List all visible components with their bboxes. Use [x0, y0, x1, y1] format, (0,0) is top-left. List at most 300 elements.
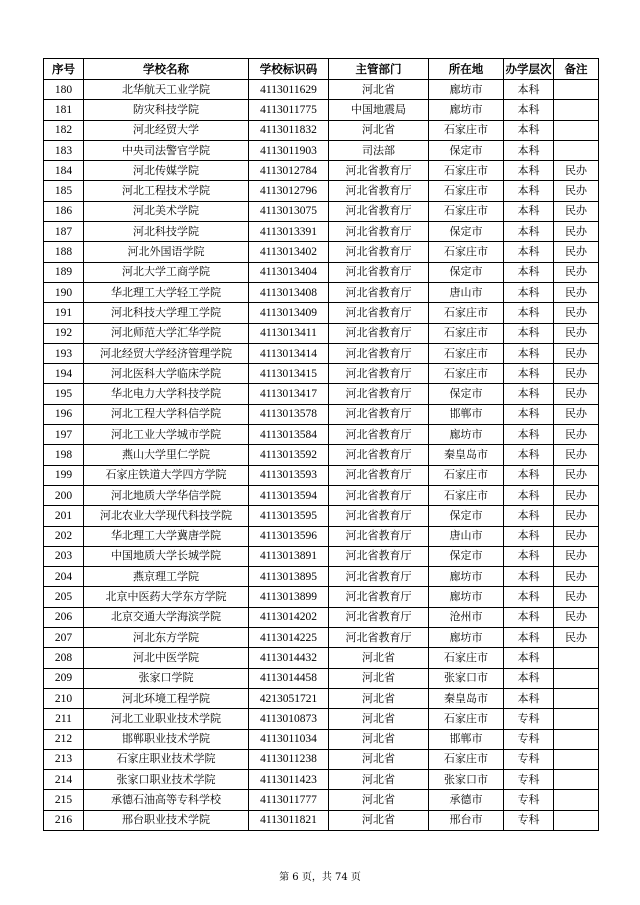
cell-index: 204	[44, 567, 84, 587]
cell-school-code: 4113013595	[249, 506, 329, 526]
cell-authority: 河北省教育厅	[329, 222, 429, 242]
cell-school-code: 4113013593	[249, 465, 329, 485]
cell-authority: 河北省	[329, 668, 429, 688]
cell-index: 198	[44, 445, 84, 465]
cell-remark: 民办	[554, 445, 599, 465]
cell-authority: 河北省	[329, 648, 429, 668]
cell-authority: 河北省	[329, 749, 429, 769]
cell-level: 本科	[504, 181, 554, 201]
header-remark: 备注	[554, 59, 599, 80]
cell-index: 195	[44, 384, 84, 404]
table-row	[44, 262, 599, 282]
header-school-code: 学校标识码	[249, 59, 329, 80]
cell-level: 专科	[504, 790, 554, 810]
cell-school-code: 4113011034	[249, 729, 329, 749]
table-row	[44, 303, 599, 323]
cell-school-name: 河北传媒学院	[84, 161, 249, 181]
cell-location: 石家庄市	[429, 485, 504, 505]
cell-authority: 河北省教育厅	[329, 343, 429, 363]
cell-index: 180	[44, 80, 84, 100]
cell-authority: 河北省教育厅	[329, 546, 429, 566]
table-row	[44, 425, 599, 445]
cell-school-code: 4113013417	[249, 384, 329, 404]
cell-level: 本科	[504, 303, 554, 323]
cell-remark: 民办	[554, 384, 599, 404]
cell-level: 专科	[504, 729, 554, 749]
cell-index: 181	[44, 100, 84, 120]
cell-location: 保定市	[429, 384, 504, 404]
cell-level: 专科	[504, 810, 554, 830]
cell-location: 保定市	[429, 222, 504, 242]
cell-remark	[554, 140, 599, 160]
table-row	[44, 404, 599, 424]
cell-authority: 河北省教育厅	[329, 282, 429, 302]
cell-authority: 河北省教育厅	[329, 161, 429, 181]
cell-location: 廊坊市	[429, 100, 504, 120]
cell-school-code: 4113013404	[249, 262, 329, 282]
cell-remark	[554, 729, 599, 749]
cell-school-name: 燕山大学里仁学院	[84, 445, 249, 465]
cell-index: 188	[44, 242, 84, 262]
cell-authority: 司法部	[329, 140, 429, 160]
cell-remark: 民办	[554, 567, 599, 587]
cell-school-name: 河北工程大学科信学院	[84, 404, 249, 424]
cell-remark: 民办	[554, 201, 599, 221]
cell-school-code: 4113011423	[249, 770, 329, 790]
cell-school-code: 4113011832	[249, 120, 329, 140]
cell-index: 201	[44, 506, 84, 526]
cell-level: 本科	[504, 222, 554, 242]
cell-index: 185	[44, 181, 84, 201]
cell-remark	[554, 80, 599, 100]
cell-school-code: 4113014458	[249, 668, 329, 688]
cell-authority: 河北省	[329, 709, 429, 729]
cell-level: 本科	[504, 323, 554, 343]
cell-index: 205	[44, 587, 84, 607]
cell-school-name: 承德石油高等专科学校	[84, 790, 249, 810]
cell-school-name: 防灾科技学院	[84, 100, 249, 120]
cell-authority: 河北省	[329, 790, 429, 810]
cell-school-name: 华北理工大学冀唐学院	[84, 526, 249, 546]
cell-authority: 河北省教育厅	[329, 567, 429, 587]
cell-authority: 河北省教育厅	[329, 445, 429, 465]
cell-authority: 中国地震局	[329, 100, 429, 120]
table-row	[44, 709, 599, 729]
cell-level: 本科	[504, 688, 554, 708]
cell-location: 邢台市	[429, 810, 504, 830]
cell-authority: 河北省教育厅	[329, 364, 429, 384]
cell-school-name: 河北工业职业技术学院	[84, 709, 249, 729]
cell-authority: 河北省教育厅	[329, 404, 429, 424]
cell-location: 邯郸市	[429, 729, 504, 749]
header-location: 所在地	[429, 59, 504, 80]
cell-school-name: 河北科技大学理工学院	[84, 303, 249, 323]
table-row	[44, 729, 599, 749]
cell-level: 本科	[504, 140, 554, 160]
cell-school-code: 4113012784	[249, 161, 329, 181]
cell-authority: 河北省教育厅	[329, 526, 429, 546]
cell-level: 本科	[504, 526, 554, 546]
cell-authority: 河北省教育厅	[329, 384, 429, 404]
cell-school-name: 邢台职业技术学院	[84, 810, 249, 830]
cell-school-name: 中国地质大学长城学院	[84, 546, 249, 566]
cell-remark: 民办	[554, 546, 599, 566]
cell-remark	[554, 709, 599, 729]
cell-school-code: 4113011821	[249, 810, 329, 830]
cell-remark	[554, 688, 599, 708]
cell-location: 秦皇岛市	[429, 688, 504, 708]
table-row	[44, 506, 599, 526]
cell-school-code: 4113011903	[249, 140, 329, 160]
cell-remark: 民办	[554, 404, 599, 424]
cell-level: 专科	[504, 749, 554, 769]
cell-index: 191	[44, 303, 84, 323]
table-row	[44, 485, 599, 505]
cell-index: 199	[44, 465, 84, 485]
cell-school-code: 4113011238	[249, 749, 329, 769]
cell-index: 208	[44, 648, 84, 668]
table-row	[44, 587, 599, 607]
cell-index: 211	[44, 709, 84, 729]
cell-level: 本科	[504, 120, 554, 140]
cell-authority: 河北省教育厅	[329, 262, 429, 282]
cell-remark: 民办	[554, 526, 599, 546]
cell-location: 秦皇岛市	[429, 445, 504, 465]
school-roster-table	[43, 58, 599, 831]
table-row	[44, 181, 599, 201]
cell-school-code: 4113013578	[249, 404, 329, 424]
cell-school-name: 河北经贸大学	[84, 120, 249, 140]
cell-school-name: 河北地质大学华信学院	[84, 485, 249, 505]
table-row	[44, 648, 599, 668]
cell-school-code: 4113014202	[249, 607, 329, 627]
cell-school-name: 张家口职业技术学院	[84, 770, 249, 790]
cell-authority: 河北省	[329, 688, 429, 708]
cell-index: 187	[44, 222, 84, 242]
cell-school-name: 石家庄职业技术学院	[84, 749, 249, 769]
cell-remark: 民办	[554, 425, 599, 445]
cell-school-code: 4113011775	[249, 100, 329, 120]
cell-location: 石家庄市	[429, 161, 504, 181]
cell-location: 石家庄市	[429, 465, 504, 485]
header-school-name: 学校名称	[84, 59, 249, 80]
cell-index: 194	[44, 364, 84, 384]
cell-school-name: 河北师范大学汇华学院	[84, 323, 249, 343]
table-row	[44, 100, 599, 120]
cell-authority: 河北省教育厅	[329, 628, 429, 648]
cell-level: 本科	[504, 506, 554, 526]
cell-location: 张家口市	[429, 770, 504, 790]
cell-authority: 河北省教育厅	[329, 506, 429, 526]
cell-level: 专科	[504, 709, 554, 729]
cell-level: 本科	[504, 668, 554, 688]
cell-location: 廊坊市	[429, 628, 504, 648]
cell-level: 本科	[504, 364, 554, 384]
cell-location: 保定市	[429, 140, 504, 160]
cell-remark	[554, 100, 599, 120]
table-row	[44, 546, 599, 566]
cell-index: 189	[44, 262, 84, 282]
table-row	[44, 343, 599, 363]
cell-remark: 民办	[554, 628, 599, 648]
cell-location: 石家庄市	[429, 749, 504, 769]
cell-index: 192	[44, 323, 84, 343]
cell-authority: 河北省教育厅	[329, 485, 429, 505]
cell-index: 214	[44, 770, 84, 790]
table-row	[44, 770, 599, 790]
cell-authority: 河北省教育厅	[329, 607, 429, 627]
cell-school-name: 华北电力大学科技学院	[84, 384, 249, 404]
cell-school-code: 4113011777	[249, 790, 329, 810]
cell-location: 石家庄市	[429, 181, 504, 201]
table-row	[44, 323, 599, 343]
cell-school-code: 4113013415	[249, 364, 329, 384]
cell-school-name: 河北科技学院	[84, 222, 249, 242]
cell-index: 202	[44, 526, 84, 546]
cell-level: 专科	[504, 770, 554, 790]
table-row	[44, 201, 599, 221]
cell-remark: 民办	[554, 262, 599, 282]
cell-index: 207	[44, 628, 84, 648]
cell-remark: 民办	[554, 506, 599, 526]
cell-school-name: 河北东方学院	[84, 628, 249, 648]
cell-level: 本科	[504, 607, 554, 627]
cell-remark: 民办	[554, 222, 599, 242]
cell-level: 本科	[504, 567, 554, 587]
cell-remark: 民办	[554, 303, 599, 323]
table-row	[44, 140, 599, 160]
cell-school-code: 4113013402	[249, 242, 329, 262]
cell-remark	[554, 790, 599, 810]
cell-school-name: 河北中医学院	[84, 648, 249, 668]
cell-level: 本科	[504, 587, 554, 607]
table-row	[44, 242, 599, 262]
table-row	[44, 364, 599, 384]
cell-location: 沧州市	[429, 607, 504, 627]
cell-school-code: 4113013899	[249, 587, 329, 607]
table-row	[44, 120, 599, 140]
cell-location: 唐山市	[429, 526, 504, 546]
table-body	[44, 80, 599, 831]
cell-school-code: 4113013584	[249, 425, 329, 445]
cell-school-code: 4113013409	[249, 303, 329, 323]
cell-remark	[554, 648, 599, 668]
cell-level: 本科	[504, 425, 554, 445]
table-row	[44, 607, 599, 627]
cell-level: 本科	[504, 404, 554, 424]
cell-remark: 民办	[554, 485, 599, 505]
table-row	[44, 222, 599, 242]
cell-school-code: 4113014432	[249, 648, 329, 668]
cell-remark: 民办	[554, 181, 599, 201]
cell-location: 保定市	[429, 506, 504, 526]
cell-index: 184	[44, 161, 84, 181]
cell-location: 石家庄市	[429, 201, 504, 221]
cell-remark: 民办	[554, 242, 599, 262]
cell-location: 承德市	[429, 790, 504, 810]
cell-authority: 河北省	[329, 120, 429, 140]
cell-location: 石家庄市	[429, 343, 504, 363]
cell-school-name: 河北工业大学城市学院	[84, 425, 249, 445]
cell-index: 197	[44, 425, 84, 445]
cell-level: 本科	[504, 80, 554, 100]
cell-school-name: 张家口学院	[84, 668, 249, 688]
cell-remark: 民办	[554, 587, 599, 607]
cell-school-name: 河北环境工程学院	[84, 688, 249, 708]
cell-school-name: 河北经贸大学经济管理学院	[84, 343, 249, 363]
cell-school-code: 4213051721	[249, 688, 329, 708]
cell-location: 石家庄市	[429, 709, 504, 729]
cell-level: 本科	[504, 546, 554, 566]
table-row	[44, 80, 599, 100]
cell-remark: 民办	[554, 282, 599, 302]
cell-level: 本科	[504, 445, 554, 465]
cell-school-code: 4113013592	[249, 445, 329, 465]
cell-school-name: 石家庄铁道大学四方学院	[84, 465, 249, 485]
cell-location: 石家庄市	[429, 323, 504, 343]
cell-school-code: 4113013891	[249, 546, 329, 566]
header-index: 序号	[44, 59, 84, 80]
table-row	[44, 465, 599, 485]
cell-level: 本科	[504, 201, 554, 221]
table-row	[44, 445, 599, 465]
cell-school-name: 北京中医药大学东方学院	[84, 587, 249, 607]
cell-authority: 河北省教育厅	[329, 181, 429, 201]
cell-school-code: 4113013408	[249, 282, 329, 302]
cell-authority: 河北省教育厅	[329, 242, 429, 262]
table-row	[44, 628, 599, 648]
cell-authority: 河北省	[329, 770, 429, 790]
cell-remark: 民办	[554, 364, 599, 384]
table-row	[44, 688, 599, 708]
cell-index: 190	[44, 282, 84, 302]
cell-level: 本科	[504, 465, 554, 485]
cell-index: 215	[44, 790, 84, 810]
cell-remark	[554, 749, 599, 769]
cell-authority: 河北省教育厅	[329, 201, 429, 221]
page-footer: 第 6 页，共 74 页	[279, 872, 361, 883]
cell-index: 203	[44, 546, 84, 566]
cell-index: 206	[44, 607, 84, 627]
cell-school-code: 4113013414	[249, 343, 329, 363]
cell-authority: 河北省	[329, 810, 429, 830]
cell-location: 廊坊市	[429, 425, 504, 445]
cell-index: 209	[44, 668, 84, 688]
cell-level: 本科	[504, 242, 554, 262]
cell-school-name: 河北美术学院	[84, 201, 249, 221]
cell-location: 石家庄市	[429, 242, 504, 262]
cell-index: 212	[44, 729, 84, 749]
cell-authority: 河北省教育厅	[329, 303, 429, 323]
cell-school-name: 中央司法警官学院	[84, 140, 249, 160]
cell-school-name: 华北理工大学轻工学院	[84, 282, 249, 302]
table-row	[44, 790, 599, 810]
cell-school-name: 邯郸职业技术学院	[84, 729, 249, 749]
cell-location: 张家口市	[429, 668, 504, 688]
cell-level: 本科	[504, 648, 554, 668]
cell-remark: 民办	[554, 161, 599, 181]
cell-school-code: 4113013895	[249, 567, 329, 587]
cell-authority: 河北省教育厅	[329, 425, 429, 445]
cell-location: 保定市	[429, 262, 504, 282]
cell-school-name: 燕京理工学院	[84, 567, 249, 587]
table-header-row	[44, 59, 599, 80]
cell-remark: 民办	[554, 343, 599, 363]
cell-index: 200	[44, 485, 84, 505]
cell-level: 本科	[504, 343, 554, 363]
cell-school-name: 河北医科大学临床学院	[84, 364, 249, 384]
cell-school-name: 河北外国语学院	[84, 242, 249, 262]
cell-location: 廊坊市	[429, 80, 504, 100]
cell-school-name: 河北工程技术学院	[84, 181, 249, 201]
cell-index: 182	[44, 120, 84, 140]
cell-school-name: 北华航天工业学院	[84, 80, 249, 100]
cell-authority: 河北省	[329, 729, 429, 749]
cell-school-code: 4113013594	[249, 485, 329, 505]
cell-location: 保定市	[429, 546, 504, 566]
table-row	[44, 384, 599, 404]
cell-remark: 民办	[554, 323, 599, 343]
cell-school-code: 4113010873	[249, 709, 329, 729]
cell-remark	[554, 120, 599, 140]
cell-authority: 河北省教育厅	[329, 323, 429, 343]
cell-level: 本科	[504, 384, 554, 404]
cell-index: 196	[44, 404, 84, 424]
cell-school-name: 河北农业大学现代科技学院	[84, 506, 249, 526]
cell-index: 216	[44, 810, 84, 830]
cell-location: 唐山市	[429, 282, 504, 302]
cell-index: 210	[44, 688, 84, 708]
cell-remark: 民办	[554, 607, 599, 627]
cell-school-code: 4113012796	[249, 181, 329, 201]
header-level: 办学层次	[504, 59, 554, 80]
cell-location: 廊坊市	[429, 587, 504, 607]
cell-school-code: 4113013411	[249, 323, 329, 343]
cell-authority: 河北省教育厅	[329, 465, 429, 485]
table-row	[44, 668, 599, 688]
cell-level: 本科	[504, 282, 554, 302]
cell-school-code: 4113013596	[249, 526, 329, 546]
header-authority: 主管部门	[329, 59, 429, 80]
cell-remark: 民办	[554, 465, 599, 485]
cell-remark	[554, 770, 599, 790]
cell-remark	[554, 668, 599, 688]
table-row	[44, 567, 599, 587]
cell-location: 邯郸市	[429, 404, 504, 424]
cell-location: 石家庄市	[429, 648, 504, 668]
cell-location: 石家庄市	[429, 364, 504, 384]
cell-school-name: 河北大学工商学院	[84, 262, 249, 282]
cell-school-code: 4113013391	[249, 222, 329, 242]
table-row	[44, 810, 599, 830]
cell-level: 本科	[504, 100, 554, 120]
cell-index: 193	[44, 343, 84, 363]
cell-school-code: 4113014225	[249, 628, 329, 648]
cell-index: 183	[44, 140, 84, 160]
cell-index: 213	[44, 749, 84, 769]
cell-school-code: 4113013075	[249, 201, 329, 221]
cell-index: 186	[44, 201, 84, 221]
cell-location: 廊坊市	[429, 567, 504, 587]
cell-location: 石家庄市	[429, 120, 504, 140]
cell-location: 石家庄市	[429, 303, 504, 323]
cell-school-name: 北京交通大学海滨学院	[84, 607, 249, 627]
cell-authority: 河北省教育厅	[329, 587, 429, 607]
table-row	[44, 161, 599, 181]
cell-level: 本科	[504, 262, 554, 282]
cell-level: 本科	[504, 485, 554, 505]
cell-school-code: 4113011629	[249, 80, 329, 100]
